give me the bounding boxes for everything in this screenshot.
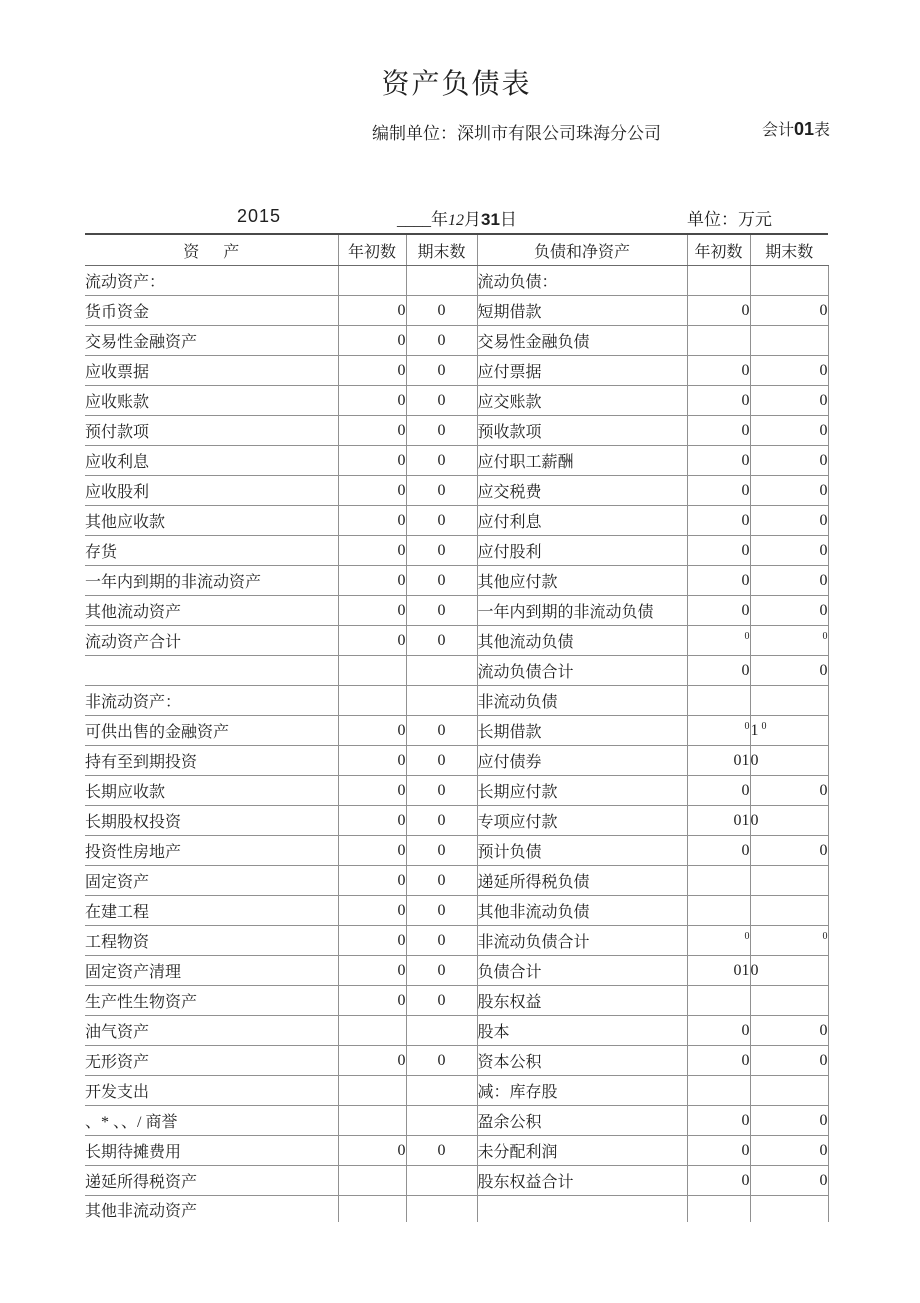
asset-end-value (406, 1106, 477, 1136)
asset-begin-value: 0 (338, 326, 406, 356)
liability-label-cell: 非流动负债合计 (477, 926, 687, 956)
asset-end-value: 0 (406, 506, 477, 536)
asset-label-cell: 生产性生物资产 (85, 986, 338, 1016)
liability-begin-value (687, 716, 750, 746)
table-row (85, 266, 828, 296)
liability-begin-value (687, 986, 750, 1016)
asset-label-cell: 持有至到期投资 (85, 746, 338, 776)
table-row (85, 926, 828, 956)
asset-label-cell: 长期应收款 (85, 776, 338, 806)
liability-end-value: 0 (750, 596, 828, 626)
asset-begin-value: 0 (338, 506, 406, 536)
table-row (85, 686, 828, 716)
liability-label-cell: 流动负债： (477, 266, 687, 296)
liability-begin-value: 0 (687, 1136, 750, 1166)
asset-end-value: 0 (406, 476, 477, 506)
liability-label-cell: 减：库存股 (477, 1076, 687, 1106)
asset-begin-value: 0 (338, 746, 406, 776)
liability-label-cell: 交易性金融负债 (477, 326, 687, 356)
table-row (85, 836, 828, 866)
date-line (0, 204, 920, 234)
liability-begin-value (687, 686, 750, 716)
asset-begin-value: 0 (338, 626, 406, 656)
liability-begin-value (687, 926, 750, 956)
page-title: 资产负债表 (381, 69, 532, 100)
table-row (85, 866, 828, 896)
form-number-value: 01 (793, 119, 814, 139)
liability-begin-value: 0 (687, 476, 750, 506)
liability-label-cell: 非流动负债 (477, 686, 687, 716)
table-row (85, 716, 828, 746)
asset-label-cell: 应收票据 (85, 356, 338, 386)
date-year: 2015 (237, 206, 282, 226)
liability-begin-value: 0 (687, 596, 750, 626)
asset-begin-value (338, 686, 406, 716)
asset-label-cell: 应收利息 (85, 446, 338, 476)
asset-begin-value: 0 (338, 836, 406, 866)
asset-label-cell: 存货 (85, 536, 338, 566)
form-number-suffix: 表 (813, 122, 830, 139)
asset-end-value (406, 656, 477, 686)
asset-label-cell: 长期股权投资 (85, 806, 338, 836)
table-row (85, 896, 828, 926)
liability-end-value (750, 926, 828, 956)
asset-begin-value (338, 1166, 406, 1196)
liability-label-cell: 一年内到期的非流动负债 (477, 596, 687, 626)
asset-end-value (406, 1166, 477, 1196)
asset-begin-value: 0 (338, 296, 406, 326)
asset-label-cell: 其他非流动资产 (85, 1196, 338, 1223)
liability-begin-value: 0 (687, 386, 750, 416)
asset-begin-value (338, 266, 406, 296)
asset-begin-value: 0 (338, 1136, 406, 1166)
asset-end-value: 0 (406, 536, 477, 566)
liability-begin-value: 01 (687, 956, 750, 986)
asset-begin-value: 0 (338, 1046, 406, 1076)
asset-begin-value: 0 (338, 536, 406, 566)
table-row (85, 986, 828, 1016)
asset-label-cell: 预付款项 (85, 416, 338, 446)
asset-begin-value: 0 (338, 926, 406, 956)
liability-label-cell: 应付职工薪酬 (477, 446, 687, 476)
asset-end-value: 0 (406, 596, 477, 626)
liability-begin-value: 0 (687, 356, 750, 386)
asset-begin-value: 0 (338, 716, 406, 746)
liability-end-value: 0 (750, 476, 828, 506)
asset-end-value: 0 (406, 416, 477, 446)
liability-begin-value (687, 626, 750, 656)
table-row (85, 1166, 828, 1196)
asset-begin-value (338, 1016, 406, 1046)
table-row (85, 1046, 828, 1076)
asset-label-cell: 无形资产 (85, 1046, 338, 1076)
asset-end-value: 0 (406, 626, 477, 656)
liability-end-value (750, 1076, 828, 1106)
liability-end-value: 1 $^0$ (750, 716, 828, 746)
header-begin-of-year: 年初数 (338, 234, 406, 266)
asset-label-cell: 非流动资产： (85, 686, 338, 716)
small-value: 0 (761, 720, 767, 732)
liability-end-value: 0 (750, 446, 828, 476)
liability-end-value: 0 (750, 746, 828, 776)
asset-end-value (406, 1016, 477, 1046)
liability-begin-value: 0 (687, 656, 750, 686)
asset-end-value: 0 (406, 356, 477, 386)
asset-label-cell: 流动资产合计 (85, 626, 338, 656)
table-header-row (85, 234, 828, 266)
asset-label-cell: 固定资产清理 (85, 956, 338, 986)
liability-end-value: 0 (750, 1166, 828, 1196)
asset-begin-value: 0 (338, 416, 406, 446)
asset-end-value: 0 (406, 746, 477, 776)
prepared-by-label: 编制单位：深圳市有限公司珠海分公司 (372, 124, 661, 143)
liability-end-value: 0 (750, 836, 828, 866)
asset-label-cell: 其他流动资产 (85, 596, 338, 626)
liability-end-value: 0 (750, 416, 828, 446)
asset-label-cell: 在建工程 (85, 896, 338, 926)
liability-begin-value: 0 (687, 296, 750, 326)
liability-end-value: 0 (750, 566, 828, 596)
asset-begin-value: 0 (338, 476, 406, 506)
asset-begin-value: 0 (338, 806, 406, 836)
liability-label-cell: 负债合计 (477, 956, 687, 986)
liability-end-value: 0 (750, 956, 828, 986)
asset-end-value: 0 (406, 326, 477, 356)
table-row (85, 656, 828, 686)
asset-end-value: 0 (406, 566, 477, 596)
asset-begin-value (338, 1076, 406, 1106)
date-blank-underline: ____ (397, 210, 431, 229)
table-row (85, 1136, 828, 1166)
liability-label-cell: 其他流动负债 (477, 626, 687, 656)
asset-label-cell: 交易性金融资产 (85, 326, 338, 356)
liability-end-value (750, 866, 828, 896)
small-value: 0 (744, 720, 750, 732)
asset-end-value: 0 (406, 806, 477, 836)
table-row (85, 596, 828, 626)
asset-end-value: 0 (406, 386, 477, 416)
asset-begin-value: 0 (338, 896, 406, 926)
asset-label-cell: 长期待摊费用 (85, 1136, 338, 1166)
liability-end-value: 0 (750, 386, 828, 416)
asset-label-cell: 递延所得税资产 (85, 1166, 338, 1196)
asset-begin-value: 0 (338, 776, 406, 806)
liability-label-cell: 递延所得税负债 (477, 866, 687, 896)
liability-begin-value: 0 (687, 446, 750, 476)
liability-end-value (750, 686, 828, 716)
liability-end-value: 0 (750, 656, 828, 686)
liability-label-cell: 其他应付款 (477, 566, 687, 596)
asset-label-cell: 其他应收款 (85, 506, 338, 536)
asset-begin-value: 0 (338, 866, 406, 896)
liability-begin-value: 0 (687, 1166, 750, 1196)
liability-label-cell: 短期借款 (477, 296, 687, 326)
table-row (85, 566, 828, 596)
liability-begin-value (687, 326, 750, 356)
table-row (85, 746, 828, 776)
liability-label-cell: 应交税费 (477, 476, 687, 506)
liability-label-cell: 应付债券 (477, 746, 687, 776)
liability-label-cell: 长期借款 (477, 716, 687, 746)
liability-label-cell: 流动负债合计 (477, 656, 687, 686)
asset-label-cell: 油气资产 (85, 1016, 338, 1046)
liability-label-cell: 预收款项 (477, 416, 687, 446)
liability-begin-value: 0 (687, 1106, 750, 1136)
liability-end-value: 0 (750, 776, 828, 806)
header-end-of-period-2: 期末数 (750, 234, 828, 266)
liability-begin-value (687, 1076, 750, 1106)
asset-label-cell: 应收股利 (85, 476, 338, 506)
liability-begin-value: 0 (687, 1046, 750, 1076)
date-month-char: 月 (464, 210, 481, 229)
asset-label-cell: 工程物资 (85, 926, 338, 956)
date-year-char: 年 (431, 210, 448, 229)
form-number (762, 117, 830, 140)
liability-begin-value (687, 1196, 750, 1223)
table-row (85, 536, 828, 566)
liability-begin-value: 0 (687, 566, 750, 596)
liability-end-value (750, 626, 828, 656)
asset-label-cell: 应收账款 (85, 386, 338, 416)
liability-begin-value: 0 (687, 536, 750, 566)
asset-end-value (406, 1076, 477, 1106)
balance-table-body (85, 266, 828, 1223)
table-row (85, 296, 828, 326)
asset-begin-value: 0 (338, 446, 406, 476)
asset-end-value: 0 (406, 866, 477, 896)
asset-end-value: 0 (406, 716, 477, 746)
header-liabilities: 负债和净资产 (477, 234, 687, 266)
liability-label-cell: 股本 (477, 1016, 687, 1046)
asset-end-value: 0 (406, 776, 477, 806)
liability-end-value: 0 (750, 1046, 828, 1076)
liability-end-value: 0 (750, 296, 828, 326)
header-assets: 资 产 (85, 234, 338, 266)
asset-end-value: 0 (406, 986, 477, 1016)
liability-label-cell: 盈余公积 (477, 1106, 687, 1136)
small-value: 0 (822, 630, 828, 642)
liability-label-cell (477, 1196, 687, 1223)
form-number-prefix: 会计 (761, 122, 794, 139)
liability-begin-value (687, 266, 750, 296)
table-row (85, 476, 828, 506)
table-row (85, 1196, 828, 1223)
asset-begin-value (338, 1196, 406, 1223)
asset-label-cell: 投资性房地产 (85, 836, 338, 866)
liability-begin-value: 0 (687, 416, 750, 446)
liability-begin-value: 0 (687, 506, 750, 536)
table-row (85, 446, 828, 476)
liability-end-value (750, 266, 828, 296)
liability-begin-value: 01 (687, 746, 750, 776)
liability-begin-value: 01 (687, 806, 750, 836)
small-value: 0 (744, 930, 750, 942)
asset-label-cell: 固定资产 (85, 866, 338, 896)
liability-end-value: 0 (750, 536, 828, 566)
table-row (85, 386, 828, 416)
table-row (85, 626, 828, 656)
balance-sheet-table (85, 233, 829, 1222)
liability-end-value: 0 (750, 506, 828, 536)
date-text (397, 205, 517, 230)
liability-end-value (750, 986, 828, 1016)
asset-end-value: 0 (406, 896, 477, 926)
liability-end-value: 0 (750, 806, 828, 836)
asset-begin-value (338, 1106, 406, 1136)
table-row (85, 1076, 828, 1106)
asset-end-value: 0 (406, 1046, 477, 1076)
liability-begin-value (687, 896, 750, 926)
liability-label-cell: 应交账款 (477, 386, 687, 416)
date-day: 31 (481, 210, 500, 229)
liability-begin-value: 0 (687, 1016, 750, 1046)
asset-end-value (406, 266, 477, 296)
table-row (85, 806, 828, 836)
table-row (85, 326, 828, 356)
table-row (85, 776, 828, 806)
liability-begin-value: 0 (687, 836, 750, 866)
liability-end-value: 0 (750, 356, 828, 386)
liability-label-cell: 应付股利 (477, 536, 687, 566)
asset-end-value (406, 1196, 477, 1223)
asset-label-cell: 、* 、、/ 商誉 (85, 1106, 338, 1136)
liability-label-cell: 应付票据 (477, 356, 687, 386)
asset-begin-value: 0 (338, 956, 406, 986)
date-month: 12 (448, 212, 464, 229)
liability-end-value: 0 (750, 1136, 828, 1166)
asset-begin-value: 0 (338, 596, 406, 626)
asset-label-cell: 可供出售的金融资产 (85, 716, 338, 746)
asset-end-value (406, 686, 477, 716)
asset-end-value: 0 (406, 836, 477, 866)
asset-end-value: 0 (406, 1136, 477, 1166)
asset-begin-value: 0 (338, 356, 406, 386)
liability-end-value: 0 (750, 1016, 828, 1046)
liability-label-cell: 专项应付款 (477, 806, 687, 836)
liability-end-value: 0 (750, 1106, 828, 1136)
asset-end-value: 0 (406, 926, 477, 956)
table-row (85, 356, 828, 386)
liability-label-cell: 未分配利润 (477, 1136, 687, 1166)
date-day-char: 日 (499, 210, 517, 229)
header-begin-of-year-2: 年初数 (687, 234, 750, 266)
table-row (85, 416, 828, 446)
liability-end-value (750, 1196, 828, 1223)
liability-label-cell: 长期应付款 (477, 776, 687, 806)
liability-begin-value: 0 (687, 776, 750, 806)
liability-label-cell: 资本公积 (477, 1046, 687, 1076)
liability-label-cell: 应付利息 (477, 506, 687, 536)
table-row (85, 1106, 828, 1136)
asset-label-cell: 开发支出 (85, 1076, 338, 1106)
liability-end-value (750, 326, 828, 356)
asset-end-value: 0 (406, 446, 477, 476)
liability-begin-value (687, 866, 750, 896)
asset-begin-value: 0 (338, 386, 406, 416)
asset-label-cell (85, 656, 338, 686)
asset-label-cell: 货币资金 (85, 296, 338, 326)
asset-label-cell: 一年内到期的非流动资产 (85, 566, 338, 596)
liability-label-cell: 股东权益合计 (477, 1166, 687, 1196)
asset-end-value: 0 (406, 296, 477, 326)
table-row (85, 956, 828, 986)
liability-end-value (750, 896, 828, 926)
liability-label-cell: 预计负债 (477, 836, 687, 866)
asset-begin-value: 0 (338, 986, 406, 1016)
unit-label: 单位：万元 (687, 210, 772, 229)
small-value: 0 (744, 630, 750, 642)
asset-label-cell: 流动资产： (85, 266, 338, 296)
asset-begin-value: 0 (338, 566, 406, 596)
small-value: 0 (822, 930, 828, 942)
asset-end-value: 0 (406, 956, 477, 986)
table-row (85, 506, 828, 536)
asset-begin-value (338, 656, 406, 686)
header-end-of-period: 期末数 (406, 234, 477, 266)
table-row (85, 1016, 828, 1046)
liability-label-cell: 其他非流动负债 (477, 896, 687, 926)
liability-label-cell: 股东权益 (477, 986, 687, 1016)
